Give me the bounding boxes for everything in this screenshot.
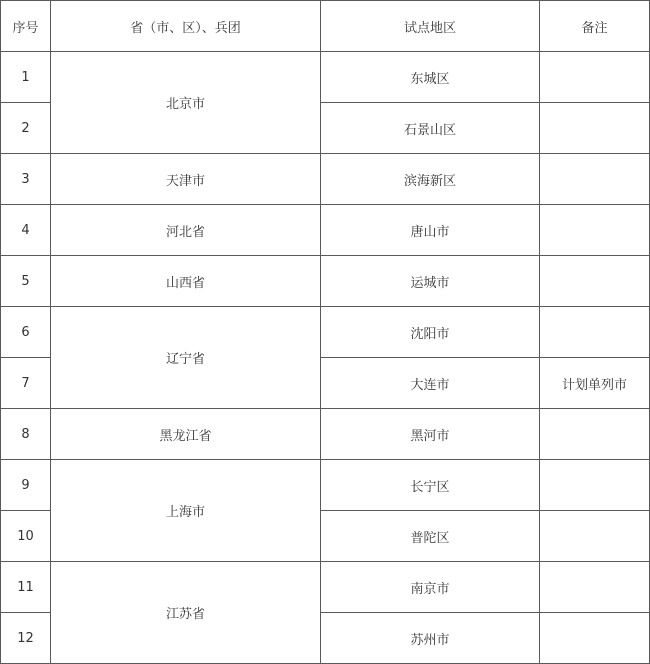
cell-note bbox=[540, 613, 650, 664]
cell-seq: 4 bbox=[1, 205, 51, 256]
table-row bbox=[1, 460, 650, 511]
cell-note bbox=[540, 256, 650, 307]
cell-note: 计划单列市 bbox=[540, 358, 650, 409]
table-row bbox=[1, 154, 650, 205]
cell-area: 大连市 bbox=[321, 358, 540, 409]
cell-note bbox=[540, 307, 650, 358]
cell-seq: 2 bbox=[1, 103, 51, 154]
header-row bbox=[1, 1, 650, 52]
table-row bbox=[1, 205, 650, 256]
table-row bbox=[1, 409, 650, 460]
cell-seq: 8 bbox=[1, 409, 51, 460]
table-row bbox=[1, 307, 650, 358]
header-area: 试点地区 bbox=[321, 1, 540, 52]
cell-note bbox=[540, 460, 650, 511]
header-seq: 序号 bbox=[1, 1, 51, 52]
header-province: 省（市、区）、兵团 bbox=[51, 1, 321, 52]
cell-area: 石景山区 bbox=[321, 103, 540, 154]
cell-note bbox=[540, 103, 650, 154]
cell-seq: 9 bbox=[1, 460, 51, 511]
cell-seq: 5 bbox=[1, 256, 51, 307]
cell-note bbox=[540, 205, 650, 256]
cell-area: 黑河市 bbox=[321, 409, 540, 460]
header-note: 备注 bbox=[540, 1, 650, 52]
cell-area: 南京市 bbox=[321, 562, 540, 613]
cell-province: 上海市 bbox=[51, 460, 321, 562]
cell-area: 东城区 bbox=[321, 52, 540, 103]
cell-province: 黑龙江省 bbox=[51, 409, 321, 460]
table-row bbox=[1, 52, 650, 103]
cell-note bbox=[540, 511, 650, 562]
cell-province: 江苏省 bbox=[51, 562, 321, 664]
cell-area: 滨海新区 bbox=[321, 154, 540, 205]
cell-note bbox=[540, 154, 650, 205]
cell-seq: 11 bbox=[1, 562, 51, 613]
cell-province: 北京市 bbox=[51, 52, 321, 154]
cell-seq: 12 bbox=[1, 613, 51, 664]
cell-area: 长宁区 bbox=[321, 460, 540, 511]
cell-province: 天津市 bbox=[51, 154, 321, 205]
cell-seq: 1 bbox=[1, 52, 51, 103]
cell-note bbox=[540, 409, 650, 460]
cell-province: 山西省 bbox=[51, 256, 321, 307]
cell-area: 运城市 bbox=[321, 256, 540, 307]
cell-area: 普陀区 bbox=[321, 511, 540, 562]
cell-area: 唐山市 bbox=[321, 205, 540, 256]
cell-seq: 6 bbox=[1, 307, 51, 358]
table-row bbox=[1, 562, 650, 613]
cell-note bbox=[540, 52, 650, 103]
cell-seq: 7 bbox=[1, 358, 51, 409]
cell-area: 沈阳市 bbox=[321, 307, 540, 358]
cell-note bbox=[540, 562, 650, 613]
cell-area: 苏州市 bbox=[321, 613, 540, 664]
cell-seq: 3 bbox=[1, 154, 51, 205]
cell-province: 辽宁省 bbox=[51, 307, 321, 409]
cell-province: 河北省 bbox=[51, 205, 321, 256]
cell-seq: 10 bbox=[1, 511, 51, 562]
table-row bbox=[1, 256, 650, 307]
